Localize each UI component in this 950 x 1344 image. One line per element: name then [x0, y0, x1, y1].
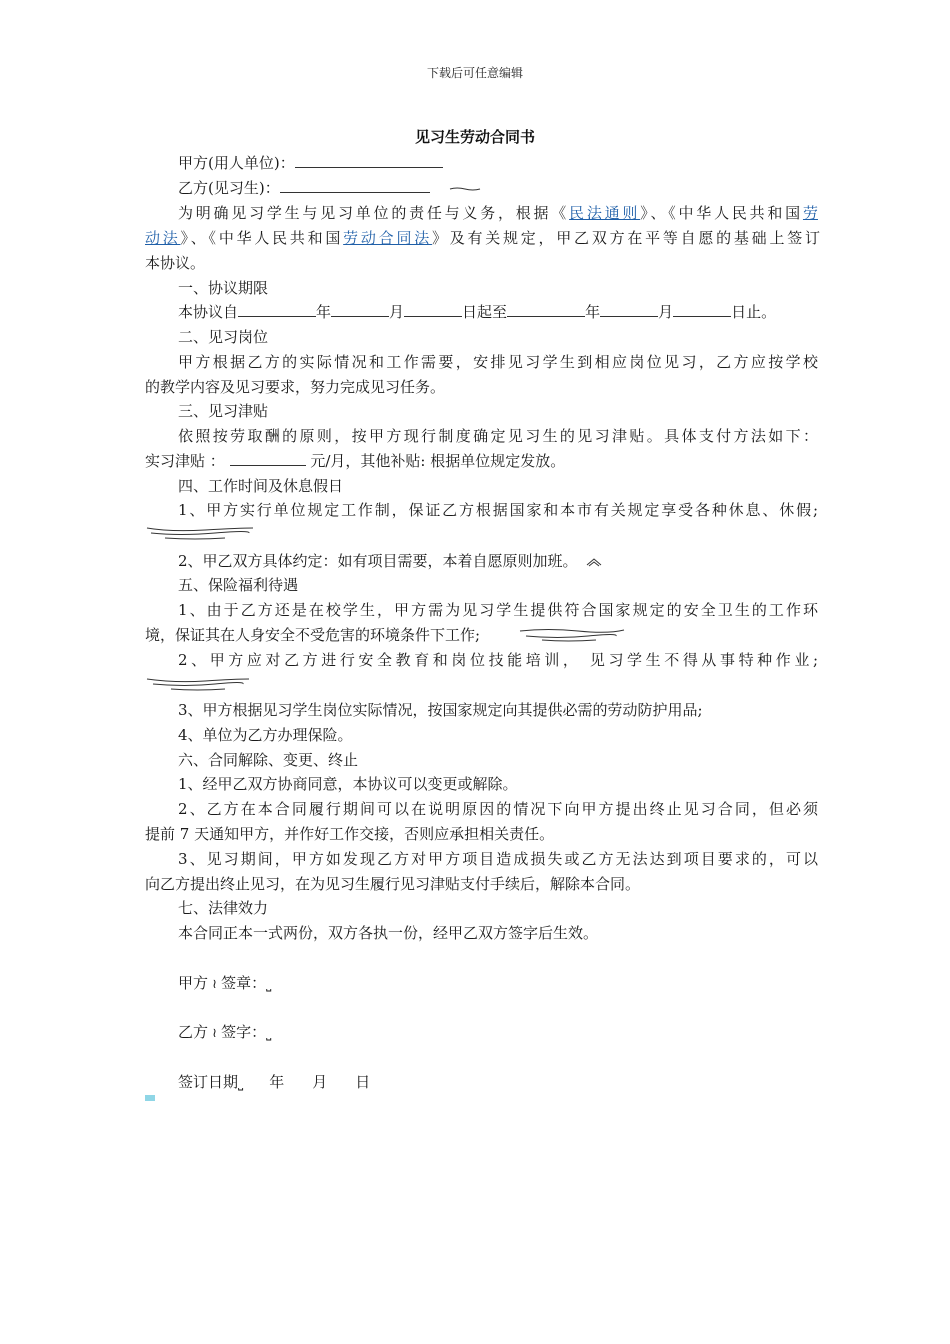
- party-b-signature-line: [178, 1022, 818, 1044]
- space-mark-icon: ⎵: [238, 1076, 244, 1091]
- link-civil-law[interactable]: 民法通则: [569, 204, 641, 222]
- end-year-blank[interactable]: [507, 302, 585, 317]
- link-labor-contract-law[interactable]: 劳动合同法: [343, 229, 432, 247]
- edit-mark-party-b: [449, 186, 481, 192]
- section-6-item-2a: 2、乙方在本合同履行期间可以在说明原因的情况下向甲方提出终止见习合同，但必须: [178, 800, 818, 818]
- section-6-heading: 六、合同解除、变更、终止: [178, 751, 359, 769]
- caret-mark-icon: [586, 557, 602, 567]
- end-day-label: 日止。: [731, 303, 777, 321]
- intro-line-1: [178, 203, 818, 223]
- section-6-item-2b: 提前 7 天通知甲方，并作好工作交接，否则应承担相关责任。: [145, 825, 555, 843]
- section-5-item-3: 3、甲方根据见习学生岗位实际情况，按国家规定向其提供必需的劳动防护用品;: [178, 701, 703, 719]
- signing-month-label: 月: [312, 1073, 328, 1091]
- party-a-seal-label: 签章：: [221, 974, 267, 992]
- agreement-period-line: [178, 302, 818, 322]
- start-month-label: 月: [389, 303, 405, 321]
- start-day-blank[interactable]: [404, 302, 462, 317]
- section-5-item-2: 2、甲方应对乙方进行安全教育和岗位技能培训， 见习学生不得从事特种作业;: [178, 651, 818, 669]
- edit-mark-section-5a: [518, 627, 628, 643]
- intro-text-1: 为明确见习学生与见习单位的责任与义务，根据《: [178, 204, 570, 222]
- space-mark-icon: ⎵: [266, 977, 272, 992]
- section-2-line-1: 甲方根据乙方的实际情况和工作需要，安排见习学生到相应岗位见习，乙方应按学校: [178, 353, 818, 371]
- section-2-line-2: 的教学内容及见习要求，努力完成见习任务。: [145, 378, 446, 396]
- space-mark-icon: ⎵: [266, 1026, 272, 1041]
- intro-line-2: [145, 228, 820, 248]
- section-2-heading: 二、见习岗位: [178, 328, 269, 346]
- party-b-label: 乙方(见习生)：: [178, 179, 280, 197]
- link-labor-law-part1[interactable]: 劳: [802, 204, 818, 222]
- party-a-label: 甲方(用人单位)：: [178, 154, 295, 172]
- party-b-line: [178, 178, 818, 198]
- party-a-line: [178, 153, 818, 173]
- intro-line-3: 本协议。: [145, 254, 206, 272]
- section-6-item-3b: 向乙方提出终止见习，在为见习生履行见习津贴支付手续后，解除本合同。: [145, 875, 641, 893]
- header-note: 下载后可任意编辑: [426, 66, 523, 80]
- signing-day-label: 日: [355, 1073, 371, 1091]
- signing-year-label: 年: [269, 1073, 285, 1091]
- tilde-mark-icon: ≀: [208, 977, 222, 992]
- section-7-text: 本合同正本一式两份，双方各执一份，经甲乙双方签字后生效。: [178, 924, 599, 942]
- section-4-item-2-line: [178, 551, 818, 571]
- section-5-item-1b: 境，保证其在人身安全不受危害的环境条件下工作;: [145, 626, 481, 644]
- section-4-item-2: 2、甲乙双方具体约定：如有项目需要，本着自愿原则加班。: [178, 552, 578, 570]
- allowance-label: 实习津贴 ：: [145, 452, 225, 470]
- period-prefix: 本协议自: [178, 303, 239, 321]
- party-b-sign-label: 签字：: [221, 1023, 267, 1041]
- signing-date-label: 签订日期: [178, 1073, 239, 1091]
- section-4-item-1: 1、甲方实行单位规定工作制，保证乙方根据国家和本市有关规定享受各种休息、休假;: [178, 501, 818, 519]
- section-1-heading: 一、协议期限: [178, 279, 269, 297]
- section-6-item-3a: 3、见习期间，甲方如发现乙方对甲方项目造成损失或乙方无法达到项目要求的，可以: [178, 850, 818, 868]
- party-a-signature-label: 甲方: [178, 974, 209, 992]
- allowance-line: [145, 451, 820, 471]
- link-labor-law-part2[interactable]: 动法: [145, 229, 181, 247]
- section-7-heading: 七、法律效力: [178, 899, 269, 917]
- section-5-heading: 五、保险福利待遇: [178, 576, 299, 594]
- allowance-amount-blank[interactable]: [230, 451, 306, 466]
- section-5-item-1a: 1、由于乙方还是在校学生，甲方需为见习学生提供符合国家规定的安全卫生的工作环: [178, 601, 818, 619]
- section-4-heading: 四、工作时间及休息假日: [178, 477, 344, 495]
- intro-text-2: 》、《中华人民共和国: [640, 204, 803, 222]
- edit-mark-section-4: [145, 524, 255, 542]
- party-b-signature-label: 乙方: [178, 1023, 209, 1041]
- signing-date-line: [178, 1072, 818, 1094]
- start-month-blank[interactable]: [331, 302, 389, 317]
- intro-text-3: 》、《中华人民共和国: [180, 229, 344, 247]
- document-title: 见习生劳动合同书: [414, 128, 535, 146]
- section-3-line-1: 依照按劳取酬的原则，按甲方现行制度确定见习生的见习津贴。具体支付方法如下：: [178, 427, 818, 445]
- allowance-suffix: 元/月，其他补贴: 根据单位规定发放。: [305, 452, 566, 470]
- section-6-item-1: 1、经甲乙双方协商同意，本协议可以变更或解除。: [178, 775, 518, 793]
- end-day-blank[interactable]: [673, 302, 731, 317]
- section-3-heading: 三、见习津贴: [178, 402, 269, 420]
- end-year-label: 年: [585, 303, 601, 321]
- intro-text-4: 》及有关规定，甲乙双方在平等自愿的基础上签订: [431, 229, 820, 247]
- start-day-label: 日起至: [462, 303, 508, 321]
- start-year-label: 年: [316, 303, 332, 321]
- party-a-blank[interactable]: [295, 153, 443, 168]
- end-month-label: 月: [658, 303, 674, 321]
- party-b-blank[interactable]: [280, 178, 430, 193]
- start-year-blank[interactable]: [238, 302, 316, 317]
- section-5-item-4: 4、单位为乙方办理保险。: [178, 726, 353, 744]
- edit-mark-section-5b: [145, 675, 255, 693]
- tilde-mark-icon: ≀: [208, 1026, 222, 1041]
- cursor-marker: [145, 1095, 155, 1101]
- party-a-signature-line: [178, 973, 818, 995]
- end-month-blank[interactable]: [600, 302, 658, 317]
